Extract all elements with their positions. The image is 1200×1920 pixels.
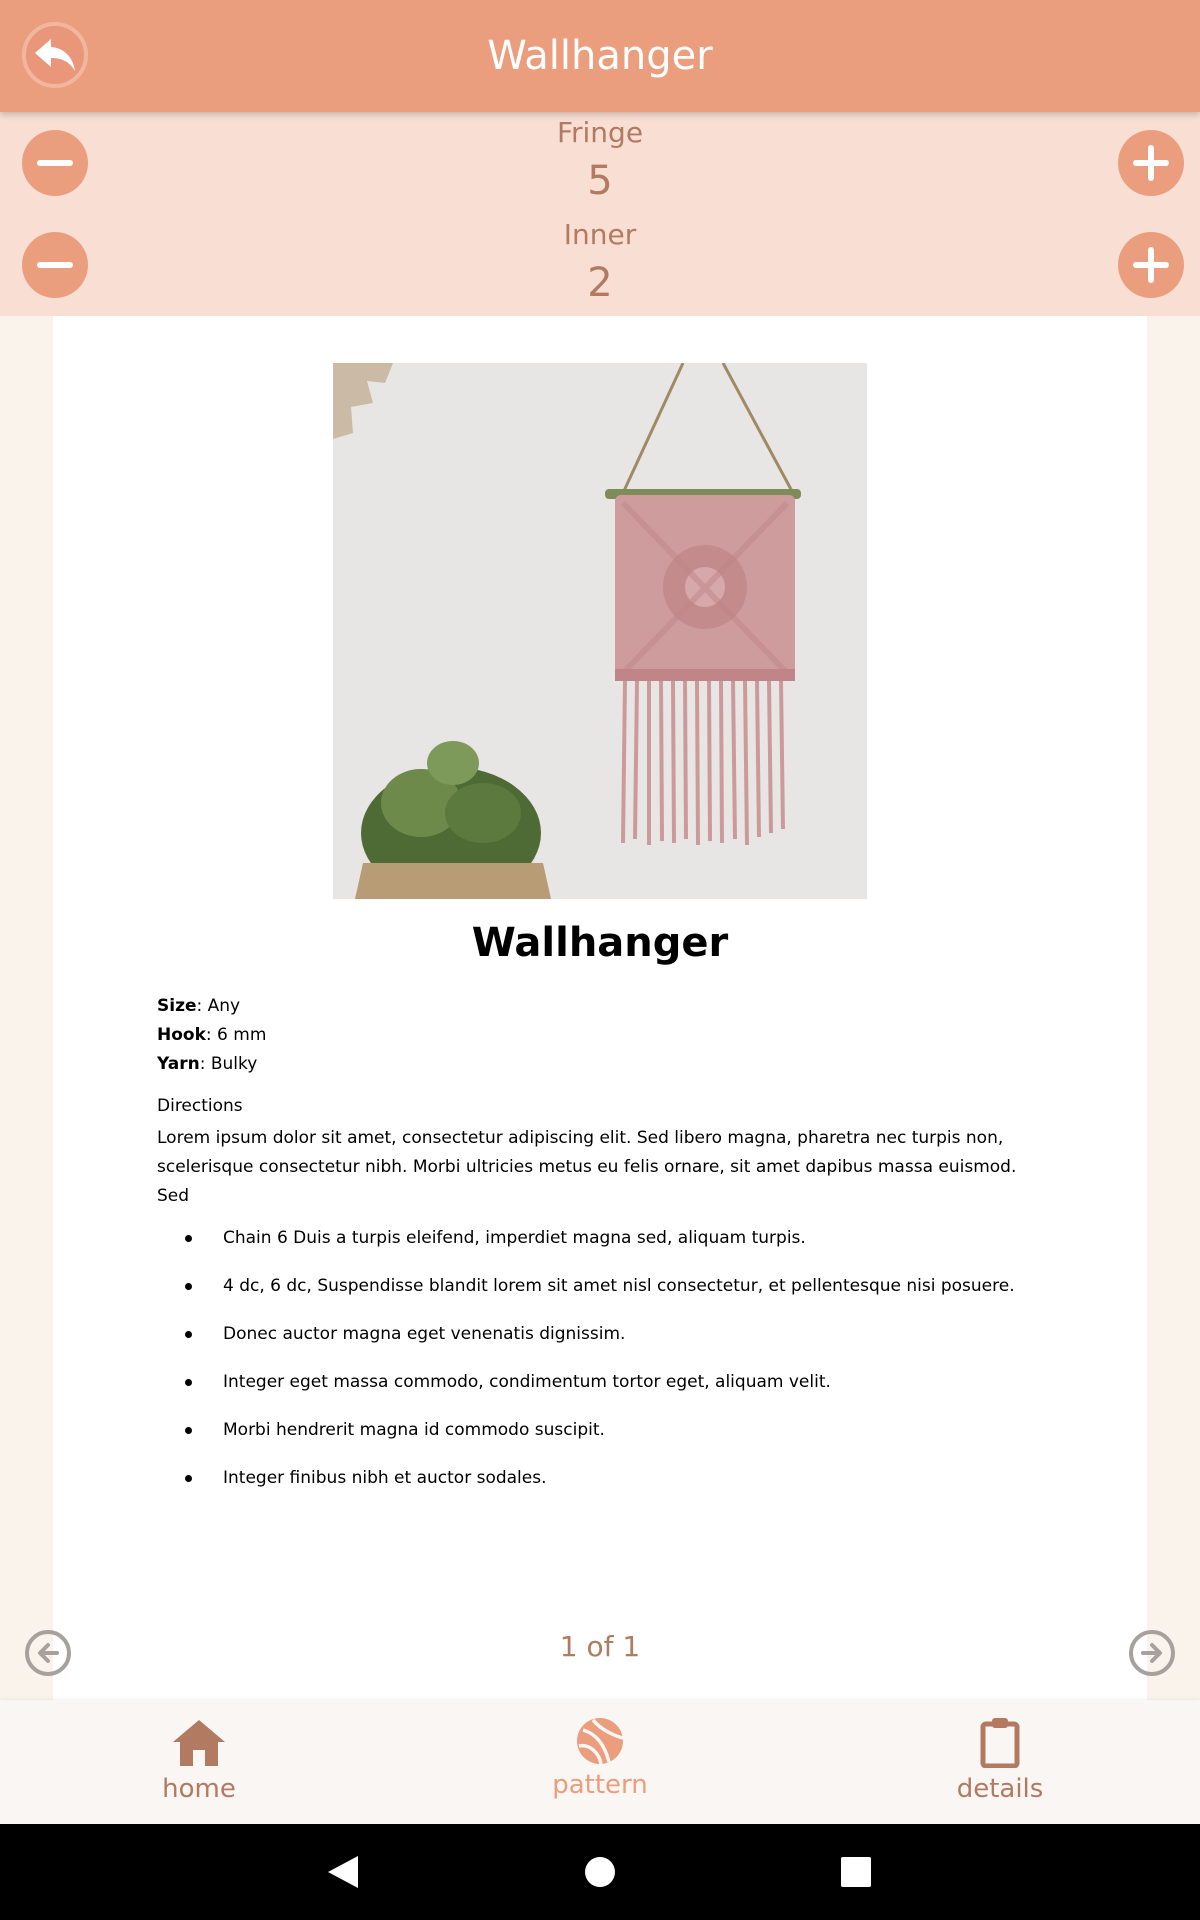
bullet bbox=[185, 1235, 192, 1242]
spec-hook: Hook: 6 mm bbox=[157, 1025, 267, 1045]
directions-text: Lorem ipsum dolor sit amet, consectetur adipiscing elit. Sed libero magna, pharetra nec turpis non, scelerisque consectetur nibh. Morbi ultricies metus eu felis ornare, sit amet dapibus massa euismod. Sed bbox=[157, 1128, 1017, 1206]
clipboard-icon bbox=[979, 1716, 1021, 1768]
spec-yarn: Yarn: Bulky bbox=[157, 1054, 258, 1074]
inner-counter-value: 2 bbox=[587, 260, 613, 306]
nav-details[interactable] bbox=[880, 1700, 1120, 1824]
list-item: 4 dc, 6 dc, Suspendisse blandit lorem sit amet nisl consectetur, et pellentesque nisi posuere. bbox=[157, 1272, 1057, 1320]
spec-size: Size: Any bbox=[157, 996, 241, 1016]
inner-increment-button[interactable] bbox=[1118, 232, 1184, 298]
row-counter-panel bbox=[0, 112, 1200, 316]
list-item: Integer finibus nibh et auctor sodales. bbox=[157, 1464, 1057, 1512]
nav-pattern-label: pattern bbox=[552, 1770, 648, 1800]
yarn-ball-icon bbox=[575, 1716, 625, 1766]
list-item: Chain 6 Duis a turpis eleifend, imperdiet magna sed, aliquam turpis. bbox=[157, 1224, 1057, 1272]
pattern-document[interactable] bbox=[53, 316, 1147, 1700]
document-title: Wallhanger bbox=[471, 920, 729, 966]
wallhanger-photo bbox=[333, 363, 867, 899]
arrow-right-icon bbox=[1133, 1634, 1171, 1672]
list-item: Donec auctor magna eget venenatis dignissim. bbox=[157, 1320, 1057, 1368]
bullet bbox=[185, 1427, 192, 1434]
system-back-icon[interactable] bbox=[326, 1854, 360, 1890]
page-title: Wallhanger bbox=[487, 33, 713, 79]
directions-heading: Directions bbox=[157, 1096, 243, 1116]
bullet bbox=[185, 1475, 192, 1482]
system-home-icon[interactable] bbox=[584, 1856, 616, 1888]
list-item: Morbi hendrerit magna id commodo suscipit. bbox=[157, 1416, 1057, 1464]
bottom-navigation bbox=[0, 1700, 1200, 1824]
inner-counter-label: Inner bbox=[563, 218, 637, 251]
bullet bbox=[185, 1379, 192, 1386]
nav-home[interactable] bbox=[79, 1700, 319, 1824]
next-page-button[interactable] bbox=[1129, 1630, 1175, 1676]
bullet bbox=[185, 1283, 192, 1290]
nav-pattern[interactable] bbox=[480, 1700, 720, 1824]
bullet bbox=[185, 1331, 192, 1338]
fringe-counter-value: 5 bbox=[587, 158, 613, 204]
system-navigation-bar bbox=[0, 1824, 1200, 1920]
pattern-steps-list bbox=[157, 1224, 1057, 1512]
page-indicator: 1 of 1 bbox=[559, 1630, 641, 1663]
pattern-specs bbox=[157, 992, 266, 1079]
fringe-increment-button[interactable] bbox=[1118, 130, 1184, 196]
system-recents-icon[interactable] bbox=[840, 1856, 872, 1888]
list-item: Integer eget massa commodo, condimentum tortor eget, aliquam velit. bbox=[157, 1368, 1057, 1416]
fringe-counter-label: Fringe bbox=[556, 116, 644, 149]
nav-details-label: details bbox=[956, 1774, 1044, 1804]
home-icon bbox=[171, 1718, 227, 1768]
app-bar bbox=[0, 0, 1200, 112]
nav-home-label: home bbox=[162, 1774, 236, 1804]
